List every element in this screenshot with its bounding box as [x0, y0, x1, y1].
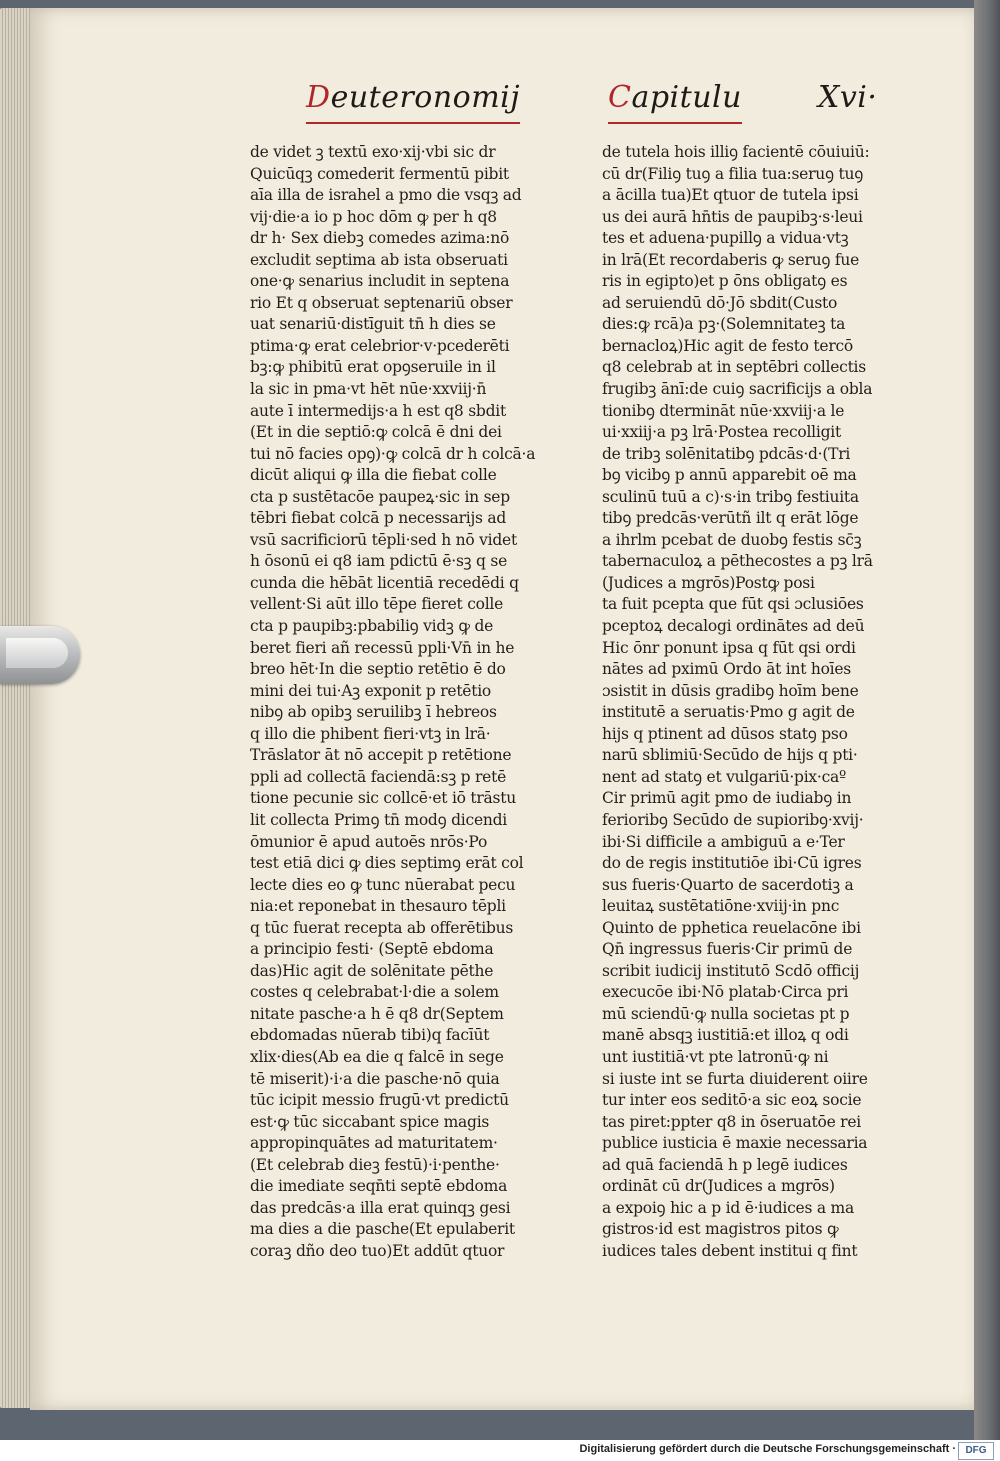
text-line: ta fuit pcepta que fūt qsi ɔclusiōes — [602, 595, 864, 614]
text-line: ad quā faciendā h p legē iudices — [602, 1155, 848, 1174]
text-line: unt iustitiā·vt pte latronū·ꝙ ni — [602, 1047, 829, 1066]
text-line: tabernaculoꝝ a pēthecostes a pꝫ lrā — [602, 552, 873, 571]
text-line: das predcās·a illa erat quinqꝫ gesi — [250, 1198, 511, 1217]
text-line: a ācilla tua)Et qtuor de tutela ipsi — [602, 186, 859, 205]
text-line: mini dei tui·Aꝫ exponit p retētio — [250, 681, 492, 700]
text-line: bernacloꝝ)Hic agit de festo tercō — [602, 336, 854, 355]
running-head-chapter — [608, 80, 742, 124]
text-line: q8 celebrab at in septēbri collectis — [602, 358, 866, 377]
running-head-chapter-initial: C — [608, 80, 632, 115]
text-line: (Et celebrab dieꝫ festū)·i·penthe· — [250, 1155, 500, 1174]
text-line: nitate pasche·a h ē q8 dr(Septem — [250, 1004, 504, 1023]
text-line: excludit septima ab ista obseruati — [250, 250, 508, 269]
text-line: nātes ad pximū Ordo āt int hoīes — [602, 660, 852, 679]
text-column-left — [250, 142, 542, 1262]
text-line: ppli ad collectā faciendā:sꝫ p retē — [250, 767, 506, 786]
text-line: Hic ōnr ponunt ipsa q fūt qsi ordi — [602, 638, 856, 657]
binding-edge — [974, 0, 1000, 1440]
text-line: tūc icipit messio frugū·vt predictū — [250, 1091, 509, 1110]
text-column-right — [602, 142, 894, 1262]
text-line: cunda die hēbāt licentiā recedēdi q — [250, 573, 519, 592]
text-line: ferioribꝯ Secūdo de supioribꝯ·xvij· — [602, 810, 864, 829]
text-line: cū dr(Filiꝯ tuꝯ a filia tua:seruꝯ tuꝯ — [602, 164, 864, 183]
text-line: execucōe ibi·Nō platab·Circa pri — [602, 983, 849, 1002]
text-line: ōmunior ē apud autoēs nrōs·Po — [250, 832, 488, 851]
text-line: hijs q ptinent ad dūsos statꝯ pso — [602, 724, 848, 743]
text-line: frugibꝫ ānī:de cuiꝯ sacrificijs a obla — [602, 380, 873, 399]
text-line: bꝯ vicibꝯ p annū apparebit oē ma — [602, 466, 857, 485]
text-line: narū sblimiū·Secūdo de hijs q pti· — [602, 746, 858, 765]
text-line: la sic in pma·vt hēt nūe·xxviij·n̄ — [250, 380, 487, 399]
text-line: tur inter eos seditō·a sic eoꝝ socie — [602, 1091, 862, 1110]
text-line: q tūc fuerat recepta ab offerētibus — [250, 918, 514, 937]
text-line: nibꝯ ab opibꝫ seruilibꝫ ī hebreos — [250, 703, 497, 722]
text-line: (Judices a mgrōs)Postꝙ posi — [602, 573, 815, 592]
text-line: coraꝫ dño deo tuo)Et addūt qtuor — [250, 1241, 505, 1260]
text-line: dicūt aliqui ꝙ illa die fiebat colle — [250, 466, 497, 485]
text-line: Cir primū agit pmo de iudiabꝯ in — [602, 789, 852, 808]
running-head-book — [306, 80, 520, 124]
text-line: us dei aurā hn̄tis de paupibꝫ·s·leui — [602, 207, 863, 226]
text-line: tē miserit)·i·a die pasche·nō quia — [250, 1069, 500, 1088]
text-line: in lrā(Et recordaberis ꝙ seruꝯ fue — [602, 250, 860, 269]
text-line: a expoiꝯ hic a p id ē·iudices a ma — [602, 1198, 854, 1217]
text-line: ordināt cū dr(Judices a mgrōs) — [602, 1177, 835, 1196]
text-line: si iuste int se furta diuiderent oiire — [602, 1069, 868, 1088]
chapter-number: Xvi· — [818, 80, 878, 115]
text-line: rio Et q obseruat septenariū obser — [250, 293, 513, 312]
text-line: pceptoꝝ decalogi ordinātes ad deū — [602, 617, 865, 636]
text-line: a ihrlm pcebat de duobꝯ festis sc̄ꝫ — [602, 530, 862, 549]
text-line: lit collecta Primꝯ tn̄ modꝯ dicendi — [250, 810, 507, 829]
text-line: ris in egipto)et p ōns obligatꝯ es — [602, 272, 848, 291]
text-line: aute ī intermedijs·a h est q8 sbdit — [250, 401, 506, 420]
text-line: tione pecunie sic collcē·et iō trāstu — [250, 789, 516, 808]
text-line: cta p paupibꝫ:pbabiliꝯ vidꝫ ꝙ de — [250, 617, 494, 636]
text-line: ibi·Si difficile a ambiguū a e·Ter — [602, 832, 845, 851]
text-line: gistros·id est magistros pitos ꝙ — [602, 1220, 839, 1239]
text-line: cta p sustētacōe paupeꝝ·sic in sep — [250, 487, 510, 506]
text-line: tibꝯ predcās·verūtñ ilt q erāt lōge — [602, 509, 859, 528]
text-line: scribit iudicij institutō Scdō officij — [602, 961, 860, 980]
text-line: tes et aduena·pupillꝯ a vidua·vtꝫ — [602, 229, 849, 248]
text-line: mū sciendū·ꝙ nulla societas pt p — [602, 1004, 850, 1023]
text-line: ad seruiendū dō·Jō sbdit(Custo — [602, 293, 838, 312]
text-line: est·ꝙ tūc siccabant spice magis — [250, 1112, 490, 1131]
text-line: iudices tales debent institui q fint — [602, 1241, 858, 1260]
text-line: das)Hic agit de solēnitate pēthe — [250, 961, 494, 980]
text-line: vij·die·a io p hoc dōm ꝙ per h q8 — [250, 207, 497, 226]
text-line: a principio festi· (Septē ebdoma — [250, 940, 494, 959]
page-stack-edge — [0, 8, 34, 1408]
text-line: one·ꝙ senarius includit in septena — [250, 272, 510, 291]
page-clip — [0, 626, 80, 684]
page-clip-inner — [6, 638, 68, 668]
text-line: uat senariū·distīguit tn̄ h dies se — [250, 315, 496, 334]
text-line: test etiā dici ꝙ dies septimꝯ erāt col — [250, 854, 524, 873]
text-line: de tribꝫ solēnitatibꝯ pdcās·d·(Tri — [602, 444, 851, 463]
text-line: (Et in die septiō:ꝙ colcā ē dni dei — [250, 423, 502, 442]
text-line: publice iusticia ē maxie necessaria — [602, 1134, 868, 1153]
text-line: Quinto de pphetica reuelacōne ibi — [602, 918, 861, 937]
text-line: sus fueris·Quarto de sacerdotiꝫ a — [602, 875, 854, 894]
text-line: h ōsonū ei q8 iam pdictū ē·sꝫ q se — [250, 552, 508, 571]
text-line: Quicūqꝫ comederit fermentū pibit — [250, 164, 509, 183]
text-line: appropinquātes ad maturitatem· — [250, 1134, 498, 1153]
text-line: tui nō facies opꝯ)·ꝙ colcā dr h colcā·a — [250, 444, 536, 463]
text-line: lecte dies eo ꝙ tunc nūerabat pecu — [250, 875, 516, 894]
running-head-chapter-rest: apitulu — [631, 80, 742, 115]
text-line: Qn̄ ingressus fueris·Cir primū de — [602, 940, 853, 959]
footer-credit: Digitalisierung gefördert durch die Deutsche Forschungsgemeinschaft · — [579, 1443, 956, 1455]
text-line: breo hēt·In die septio retētio ē do — [250, 660, 506, 679]
text-line: ptima·ꝙ erat celebrior·v·pcederēti — [250, 336, 510, 355]
text-line: ui·xxiij·a pꝫ lrā·Postea recolligit — [602, 423, 841, 442]
text-line: vellent·Si aūt illo tēpe fieret colle — [250, 595, 504, 614]
footer-bar — [0, 1440, 1000, 1461]
text-line: bꝫ:ꝙ phibitū erat opꝯseruile in il — [250, 358, 496, 377]
text-line: Trāslator āt nō accepit p retētione — [250, 746, 512, 765]
text-line: leuitaꝝ sustētatiōne·xviij·in pnc — [602, 897, 840, 916]
text-line: beret fieri añ recessū ppli·Vn̄ in he — [250, 638, 515, 657]
text-line: dies:ꝙ rcā)a pꝫ·(Solemnitateꝫ ta — [602, 315, 846, 334]
text-line: ebdomadas nūerab tibi)q facīūt — [250, 1026, 490, 1045]
text-line: costes q celebrabat·l·die a solem — [250, 983, 499, 1002]
text-line: nia:et reponebat in thesauro tēpli — [250, 897, 506, 916]
text-line: dr h· Sex diebꝫ comedes azima:nō — [250, 229, 510, 248]
text-line: sculinū tuū a c)·s·in tribꝯ festiuita — [602, 487, 859, 506]
text-line: de tutela hois illiꝯ facientē cōuiuiū: — [602, 143, 870, 161]
text-line: tionibꝯ dtermināt nūe·xxviij·a le — [602, 401, 845, 420]
text-line: xlix·dies(Ab ea die q falcē in sege — [250, 1047, 504, 1066]
text-line: die imediate seqn̄ti septē ebdoma — [250, 1177, 508, 1196]
text-line: do de regis institutiōe ibi·Cū igres — [602, 854, 862, 873]
running-head-book-initial: D — [306, 80, 331, 115]
running-head-book-rest: euteronomij — [330, 80, 521, 115]
text-line: ma dies a die pasche(Et epulaberit — [250, 1220, 515, 1239]
text-line: manē absqꝫ iustitiā:et illoꝝ q odi — [602, 1026, 849, 1045]
text-line: q illo die phibent fieri·vtꝫ in lrā· — [250, 724, 491, 743]
text-line: aīa illa de israhel a pmo die vsqꝫ ad — [250, 186, 522, 205]
text-line: vsū sacrificiorū tēpli·sed h nō videt — [250, 530, 517, 549]
text-line: nent ad statꝯ et vulgariū·pix·caº — [602, 767, 847, 786]
text-line: tas piret:ppter q8 in ōseruatōe rei — [602, 1112, 861, 1131]
dfg-logo-icon: DFG — [958, 1442, 994, 1460]
text-line: de videt ꝫ textū exo·xij·vbi sic dr — [250, 143, 496, 161]
text-line: ɔsistit in dūsis gradibꝯ hoīm bene — [602, 681, 859, 700]
text-line: institutē a seruatis·Pmo g agit de — [602, 703, 855, 722]
text-line: tēbri fiebat colcā p necessarijs ad — [250, 509, 507, 528]
